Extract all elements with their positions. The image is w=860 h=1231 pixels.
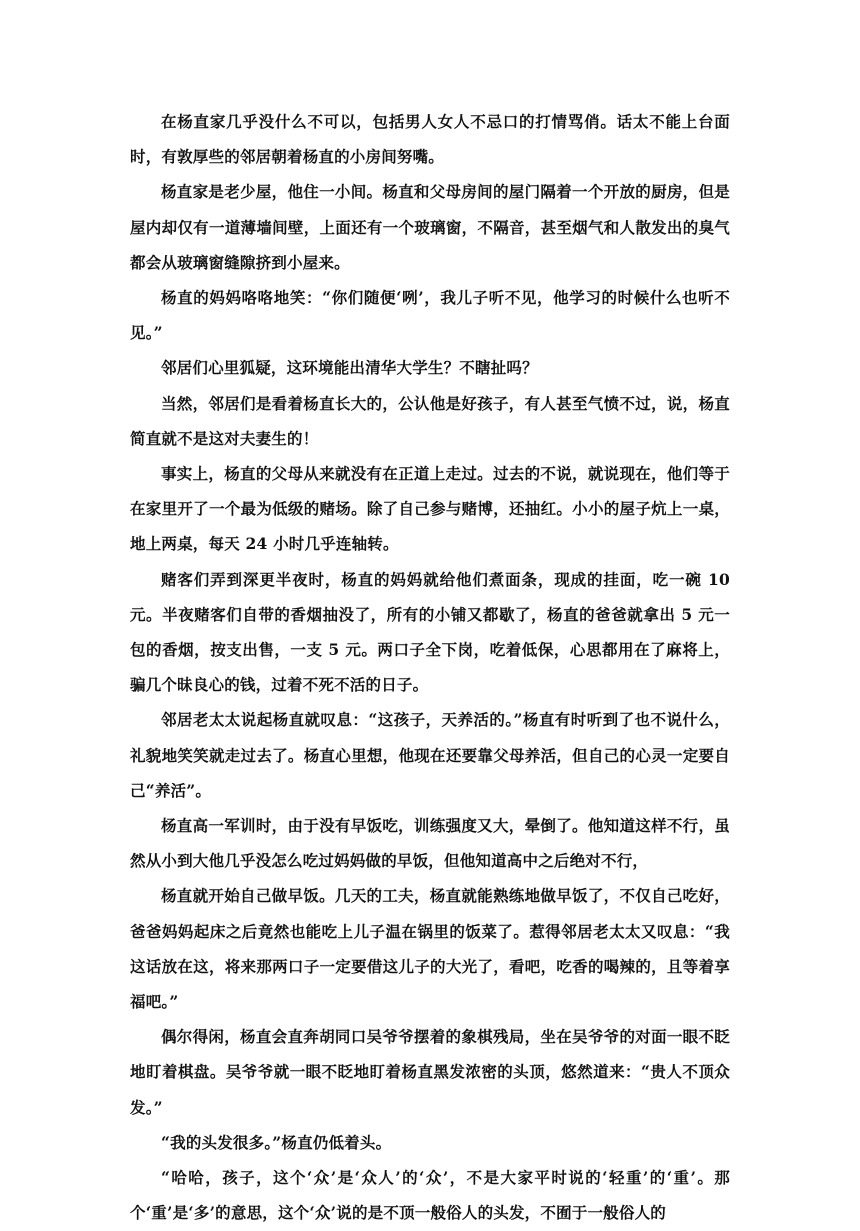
paragraph: 当然，邻居们是看着杨直长大的，公认他是好孩子，有人甚至气愤不过，说，杨直简直就不是这对夫妻生的！: [130, 393, 730, 448]
paragraph: “哈哈，孩子，这个‘众’是‘众人’的‘众’，不是大家平时说的‘轻重’的‘重’。那个‘重’是‘多’的意思，这个‘众’说的是不顶一般俗人的头发，不囿于一般俗人的: [130, 1168, 730, 1223]
paragraph: 在杨直家几乎没什么不可以，包括男人女人不忌口的打情骂俏。话太不能上台面时，有敦厚些的邻居朝着杨直的小房间努嘴。: [130, 112, 730, 167]
paragraph: 杨直的妈妈咯咯地笑：“你们随便‘咧’，我儿子听不见，他学习的时候什么也听不见。”: [130, 288, 730, 343]
paragraph: 杨直家是老少屋，他住一小间。杨直和父母房间的屋门隔着一个开放的厨房，但是屋内却仅有一道薄墙间壁，上面还有一个玻璃窗，不隔音，甚至烟气和人散发出的臭气都会从玻璃窗缝隙挤到小屋来。: [130, 182, 730, 272]
paragraph: “我的头发很多。”杨直仍低着头。: [161, 1132, 392, 1152]
paragraph: 邻居们心里狐疑，这环境能出清华大学生？不瞎扯吗？: [161, 358, 538, 378]
paragraph: 杨直就开始自己做早饭。几天的工夫，杨直就能熟练地做早饭了，不仅自己吃好，爸爸妈妈起床之后竟然也能吃上儿子温在锅里的饭菜了。惹得邻居老太太又叹息：“我这话放在这，将来那两口子一定要借这儿子的大光了，看吧，吃香的喝辣的，且等着享福吧。”: [130, 886, 730, 1012]
paragraph: 邻居老太太说起杨直就叹息：“这孩子，天养活的。”杨直有时听到了也不说什么，礼貌地笑笑就走过去了。杨直心里想，他现在还要靠父母养活，但自己的心灵一定要自己“养活”。: [130, 710, 730, 800]
article-body: [130, 104, 730, 1231]
paragraph: 赌客们弄到深更半夜时，杨直的妈妈就给他们煮面条，现成的挂面，吃一碗 10 元。半夜赌客们自带的香烟抽没了，所有的小铺又都歇了，杨直的爸爸就拿出 5 元一包的香烟，按支出售，一支 5 元。两口子全下岗，吃着低保，心思都用在了麻将上，骗几个昧良心的钱，过着不死不活的日子。: [130, 569, 730, 695]
paragraph: 事实上，杨直的父母从来就没有在正道上走过。过去的不说，就说现在，他们等于在家里开了一个最为低级的赌场。除了自己参与赌博，还抽红。小小的屋子炕上一桌，地上两桌，每天 24 小时几乎连轴转。: [130, 464, 730, 554]
paragraph: 偶尔得闲，杨直会直奔胡同口吴爷爷摆着的象棋残局，坐在吴爷爷的对面一眼不眨地盯着棋盘。吴爷爷就一眼不眨地盯着杨直黑发浓密的头顶，悠然道来：“贵人不顶众发。”: [130, 1027, 730, 1117]
paragraph: 杨直高一军训时，由于没有早饭吃，训练强度又大，晕倒了。他知道这样不行，虽然从小到大他几乎没怎么吃过妈妈做的早饭，但他知道高中之后绝对不行，: [130, 816, 730, 871]
